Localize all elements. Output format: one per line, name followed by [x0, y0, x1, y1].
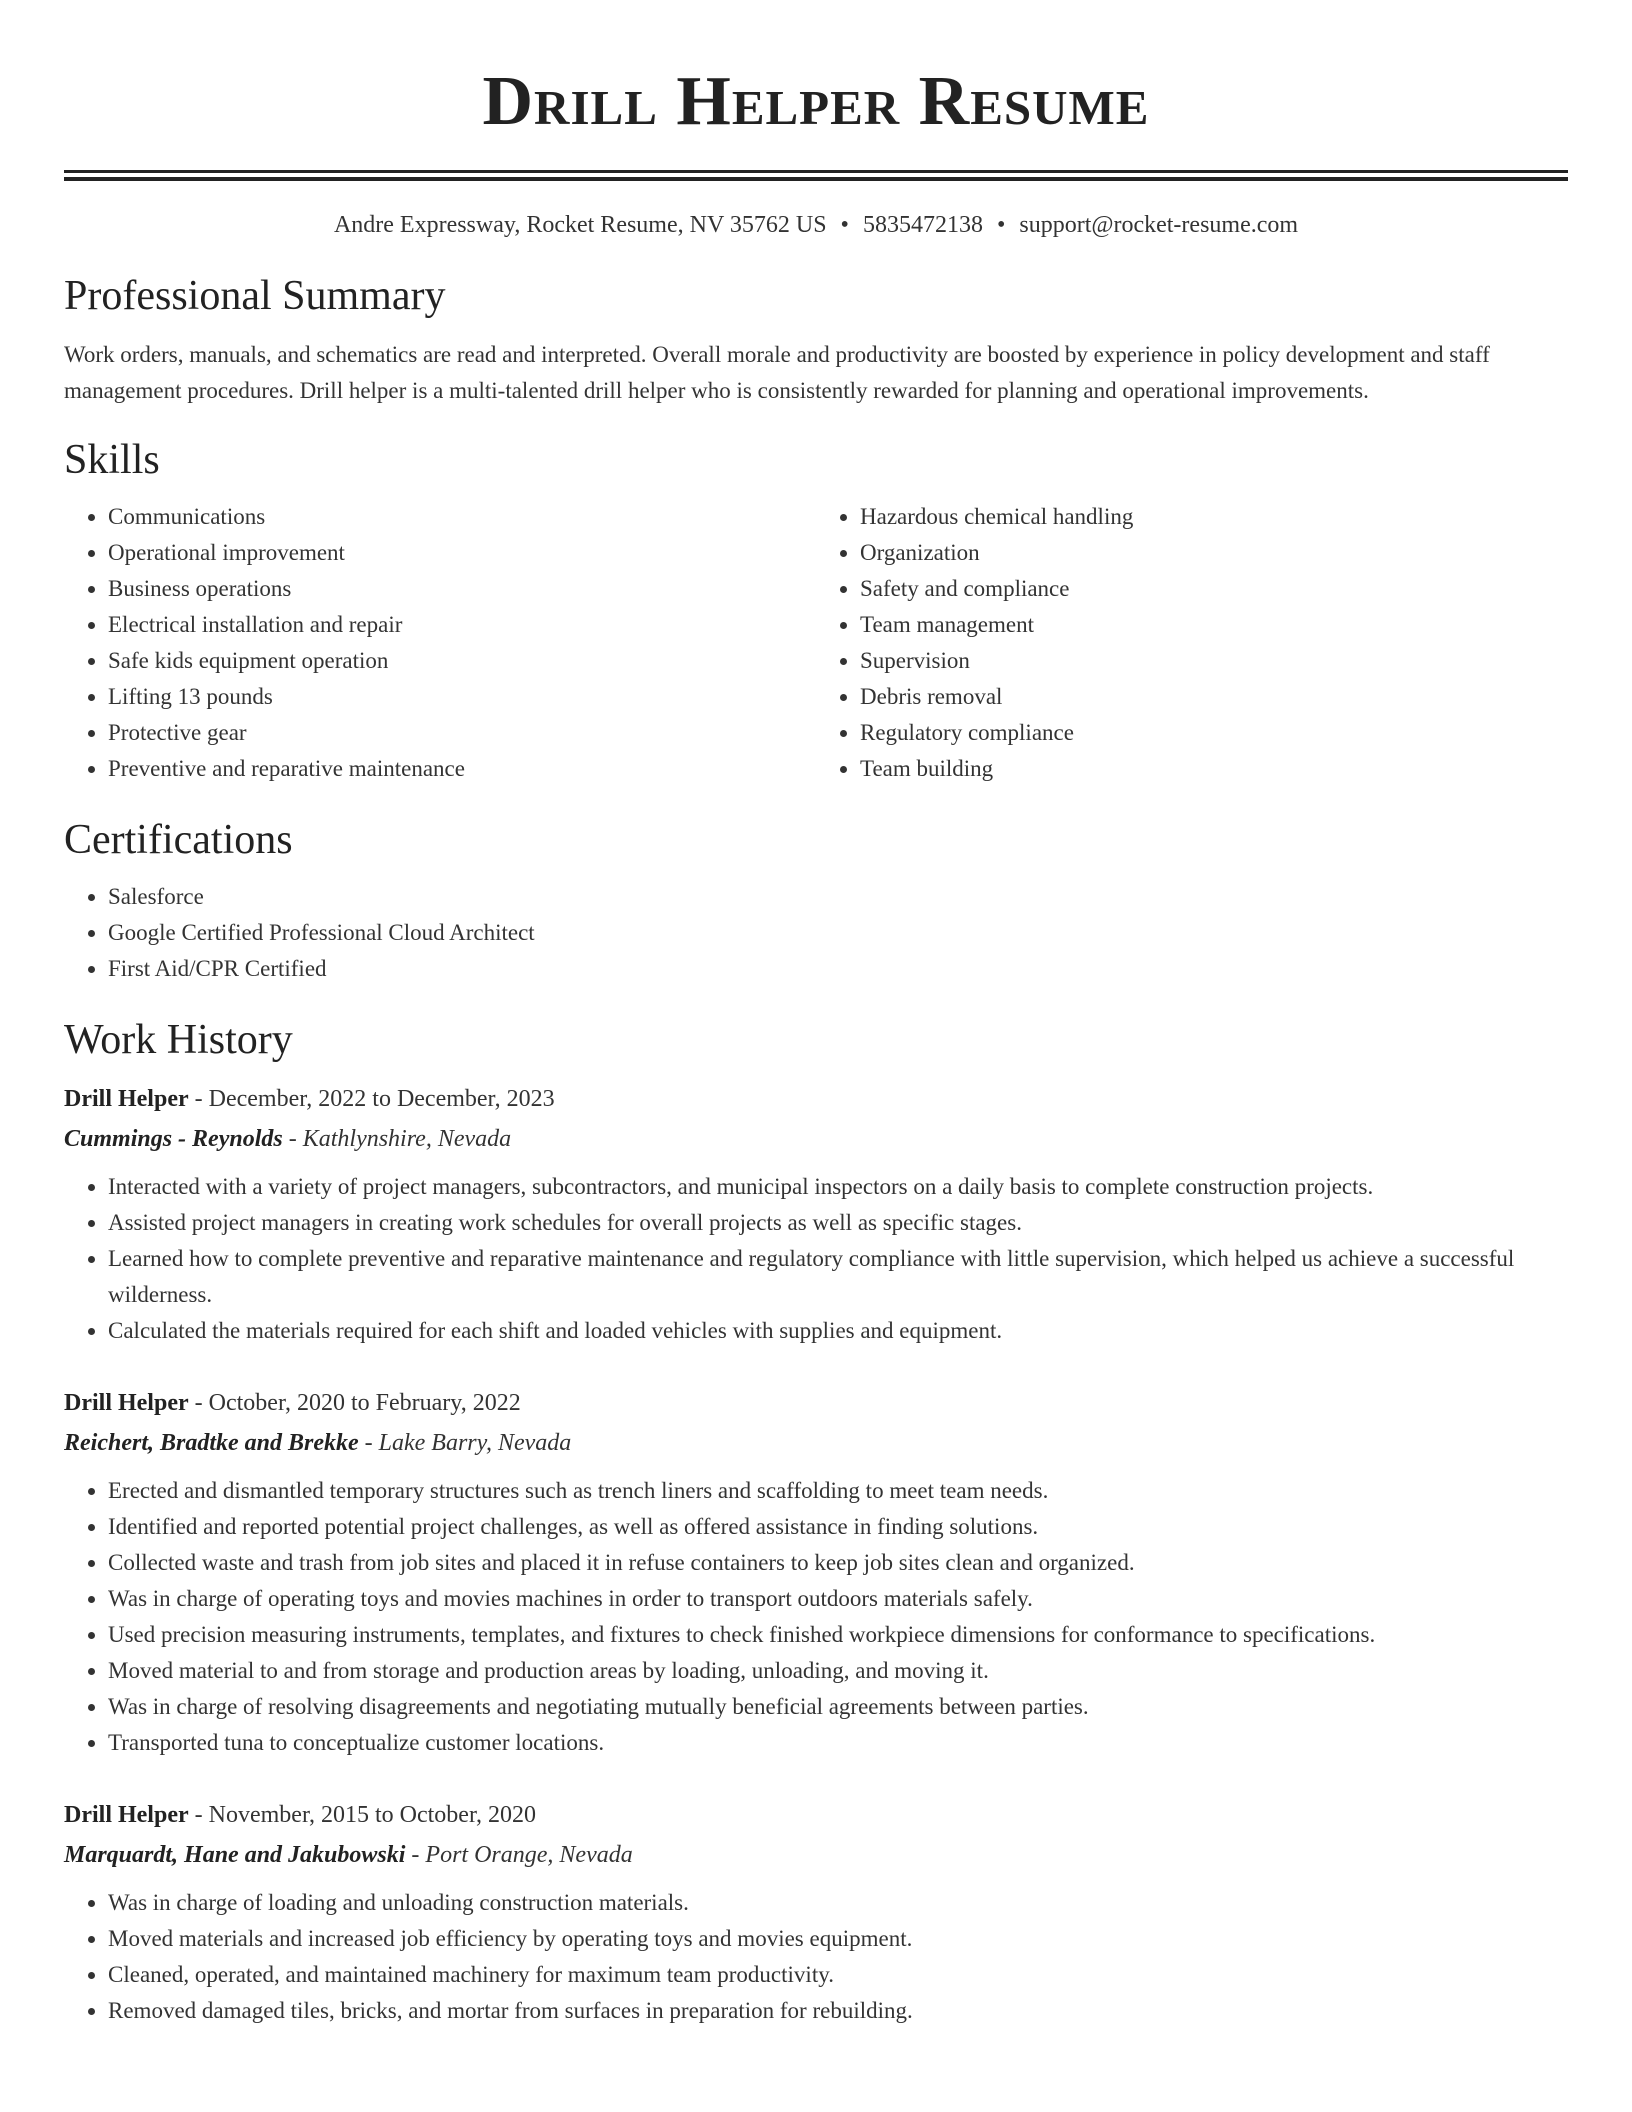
skill-item: • Electrical installation and repair — [108, 607, 816, 643]
skill-item: • Organization — [860, 535, 1568, 571]
job-bullet: • Identified and reported potential project challenges, as well as offered assistance in finding solutions. — [108, 1509, 1568, 1545]
skills-heading: Skills — [64, 437, 160, 483]
company-location: Lake Barry, Nevada — [378, 1430, 572, 1456]
skill-item: • Lifting 13 pounds — [108, 679, 816, 715]
title-divider — [64, 170, 1568, 173]
summary-text: Work orders, manuals, and schematics are read and interpreted. Overall morale and productivity are boosted by experience in policy development and staff management procedures. Drill helper is a multi-talented drill helper who is consistently rewarded for planning and operational improvements. — [64, 342, 1490, 403]
company-location: Kathlynshire, Nevada — [302, 1126, 512, 1152]
job-dates: December, 2022 to December, 2023 — [208, 1086, 555, 1112]
skill-item: • Safe kids equipment operation — [108, 643, 816, 679]
skills-columns — [64, 499, 1568, 787]
skill-item: • Operational improvement — [108, 535, 816, 571]
skill-item: • Protective gear — [108, 715, 816, 751]
job-title: Drill Helper — [64, 1086, 189, 1112]
job-bullet: • Was in charge of loading and unloading construction materials. — [108, 1885, 1568, 1921]
skills-list-right — [816, 499, 1568, 787]
skill-item: • Hazardous chemical handling — [860, 499, 1568, 535]
job-dates: November, 2015 to October, 2020 — [208, 1802, 536, 1828]
company-name: Cummings - Reynolds — [64, 1126, 283, 1152]
job-bullets — [64, 1169, 1568, 1349]
job-bullet: • Removed damaged tiles, bricks, and mortar from surfaces in preparation for rebuilding. — [108, 1993, 1568, 2029]
job-bullet: • Was in charge of resolving disagreements and negotiating mutually beneficial agreements between parties. — [108, 1689, 1568, 1725]
certifications-list — [64, 879, 1568, 987]
job-bullet: • Transported tuna to conceptualize customer locations. — [108, 1725, 1568, 1761]
skills-list-left — [64, 499, 816, 787]
job-bullet: • Moved materials and increased job efficiency by operating toys and movies equipment. — [108, 1921, 1568, 1957]
skill-item: • Debris removal — [860, 679, 1568, 715]
job-dates: October, 2020 to February, 2022 — [208, 1390, 521, 1416]
company-name: Reichert, Bradtke and Brekke — [64, 1430, 359, 1456]
skill-item: • Business operations — [108, 571, 816, 607]
job-bullets — [64, 1885, 1568, 2029]
resume-title: Drill Helper Resume — [482, 63, 1150, 140]
summary-heading: Professional Summary — [64, 273, 446, 319]
skill-item: • Regulatory compliance — [860, 715, 1568, 751]
contact-separator: • — [996, 212, 1006, 238]
work-history-heading: Work History — [64, 1017, 293, 1063]
job-title-line: Drill Helper - November, 2015 to October, 2020 — [64, 1802, 536, 1828]
contact-email: support@rocket-resume.com — [1019, 212, 1299, 238]
job-bullet: • Interacted with a variety of project managers, subcontractors, and municipal inspectors on a daily basis to complete construction projects. — [108, 1169, 1568, 1205]
certification-item: • Salesforce — [108, 879, 1568, 915]
job-entry — [64, 1383, 1568, 1761]
job-bullet: • Used precision measuring instruments, templates, and fixtures to check finished workpiece dimensions for conformance to specifications. — [108, 1617, 1568, 1653]
company-line: Reichert, Bradtke and Brekke - Lake Barry, Nevada — [64, 1430, 572, 1456]
skill-item: • Supervision — [860, 643, 1568, 679]
skill-item: • Safety and compliance — [860, 571, 1568, 607]
job-bullet: • Assisted project managers in creating work schedules for overall projects as well as specific stages. — [108, 1205, 1568, 1241]
company-name: Marquardt, Hane and Jakubowski — [64, 1842, 406, 1868]
job-title-line: Drill Helper - October, 2020 to February, 2022 — [64, 1390, 521, 1416]
certification-item: • First Aid/CPR Certified — [108, 951, 1568, 987]
contact-phone: 5835472138 — [862, 212, 983, 238]
company-line: Cummings - Reynolds - Kathlynshire, Nevada — [64, 1126, 512, 1152]
resume-page — [64, 0, 1568, 2029]
skill-item: • Team building — [860, 751, 1568, 787]
company-line: Marquardt, Hane and Jakubowski - Port Orange, Nevada — [64, 1842, 633, 1868]
job-bullets — [64, 1473, 1568, 1761]
job-title: Drill Helper — [64, 1802, 189, 1828]
certification-item: • Google Certified Professional Cloud Architect — [108, 915, 1568, 951]
job-bullet: • Moved material to and from storage and production areas by loading, unloading, and moving it. — [108, 1653, 1568, 1689]
skill-item: • Team management — [860, 607, 1568, 643]
certifications-heading: Certifications — [64, 817, 293, 863]
skill-item: • Communications — [108, 499, 816, 535]
job-bullet: • Cleaned, operated, and maintained machinery for maximum team productivity. — [108, 1957, 1568, 1993]
contact-address: Andre Expressway, Rocket Resume, NV 35762 US — [333, 212, 827, 238]
job-entry — [64, 1795, 1568, 2029]
job-bullet: • Collected waste and trash from job sites and placed it in refuse containers to keep job sites clean and organized. — [108, 1545, 1568, 1581]
job-bullet: • Calculated the materials required for each shift and loaded vehicles with supplies and equipment. — [108, 1313, 1568, 1349]
job-bullet: • Was in charge of operating toys and movies machines in order to transport outdoors materials safely. — [108, 1581, 1568, 1617]
skill-item: • Preventive and reparative maintenance — [108, 751, 816, 787]
job-bullet: • Learned how to complete preventive and reparative maintenance and regulatory compliance with little supervision, which helped us achieve a successful wilderness. — [108, 1241, 1568, 1313]
job-bullet: • Erected and dismantled temporary structures such as trench liners and scaffolding to meet team needs. — [108, 1473, 1568, 1509]
job-entry — [64, 1079, 1568, 1349]
contact-line — [64, 209, 1568, 241]
job-title-line: Drill Helper - December, 2022 to December, 2023 — [64, 1086, 555, 1112]
contact-separator: • — [840, 212, 849, 238]
company-location: Port Orange, Nevada — [425, 1842, 633, 1868]
job-title: Drill Helper — [64, 1390, 189, 1416]
